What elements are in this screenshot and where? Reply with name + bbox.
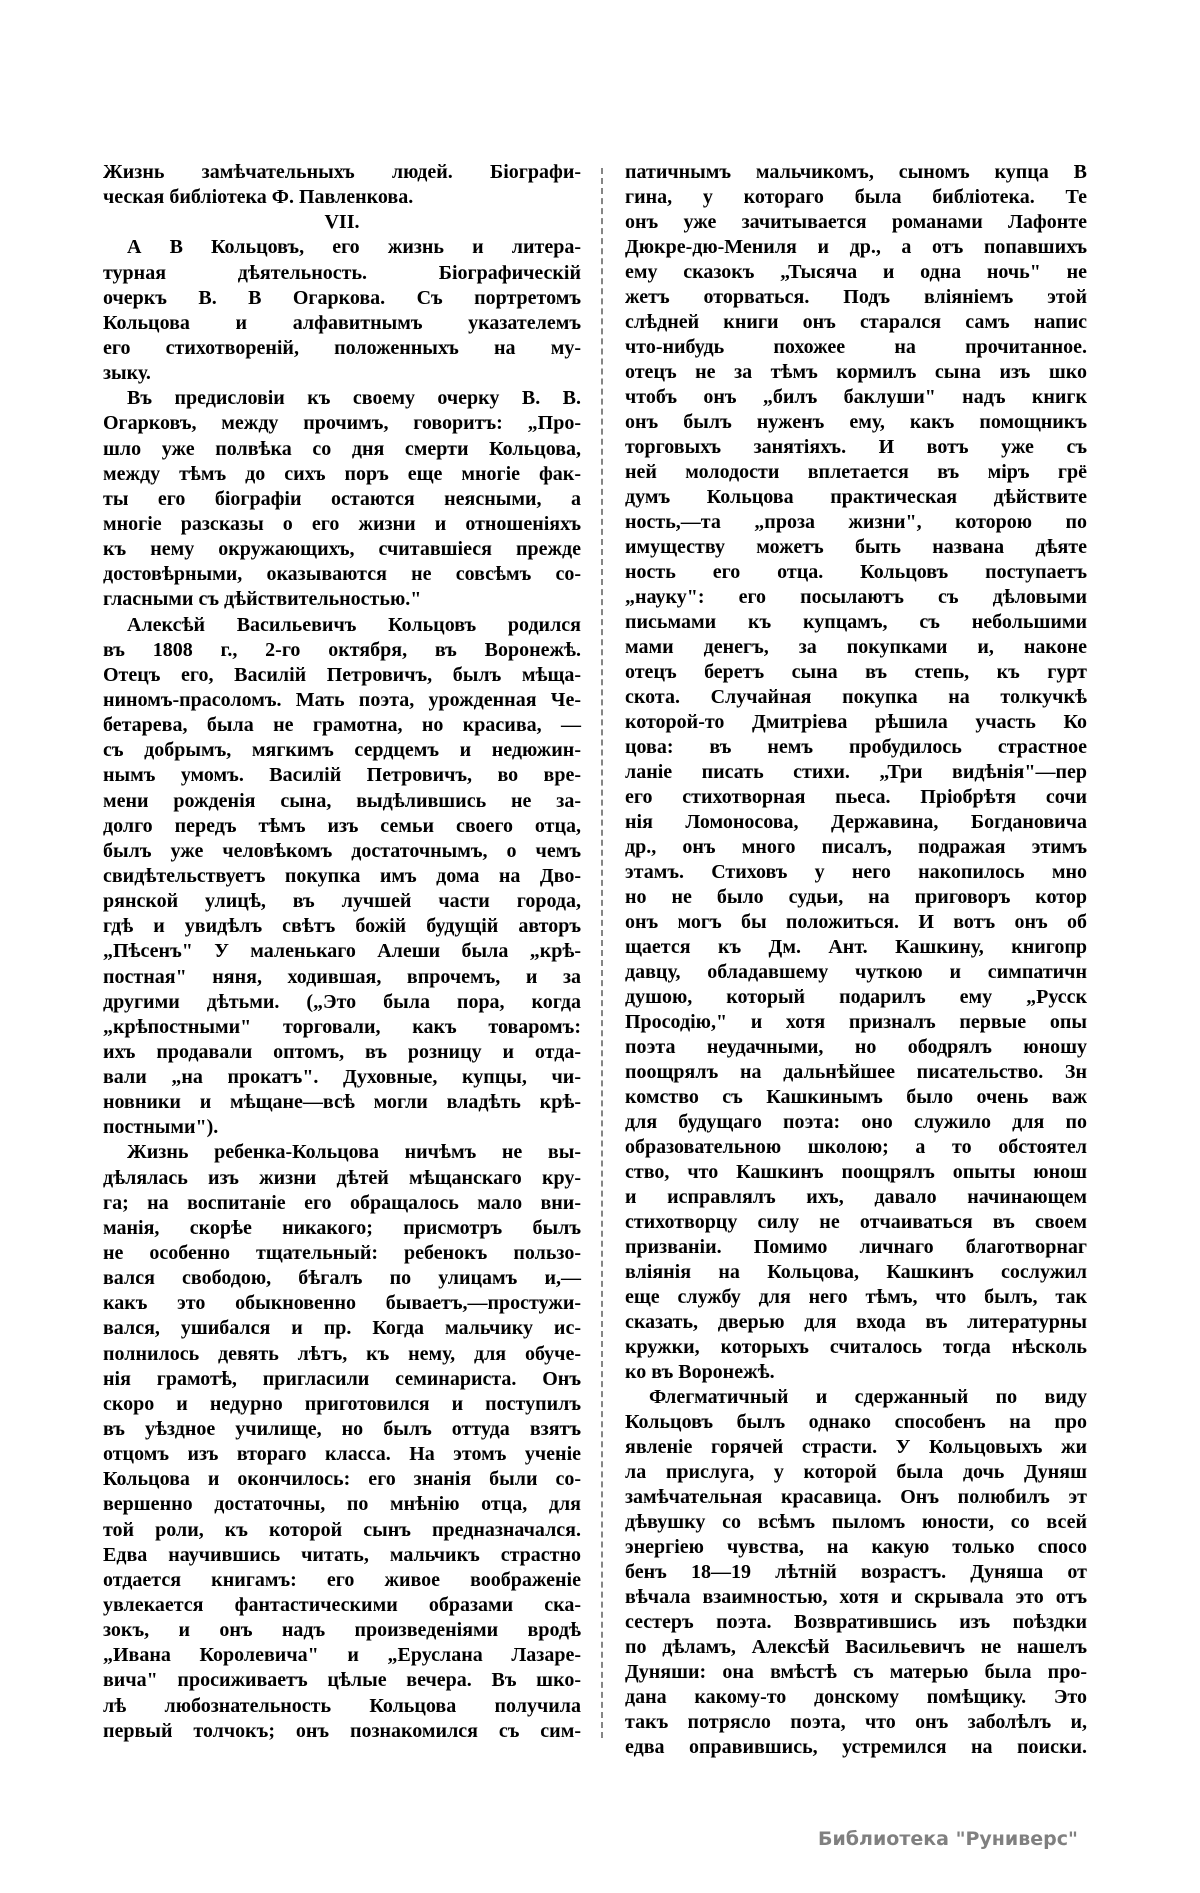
text-line — [625, 1285, 1087, 1310]
text-line — [625, 1060, 1087, 1085]
text-line — [625, 1635, 1087, 1660]
text-line-content: лѣ любознательность Кольцова получила — [103, 1694, 581, 1717]
column-divider — [601, 168, 603, 1738]
text-line — [103, 1543, 581, 1568]
text-line-content: ихъ продавали оптомъ, въ розницу и отда- — [103, 1040, 581, 1063]
text-line — [103, 562, 581, 587]
text-line-content: щается къ Дм. Ант. Кашкину, книгопр — [625, 936, 1087, 958]
text-line-content: съ добрымъ, мягкимъ сердцемъ и недюжин- — [103, 739, 581, 762]
text-line-content: кружки, которыхъ считалось тогда нѣсколь — [625, 1336, 1087, 1358]
text-line-content: вліянія на Кольцова, Кашкинъ сослужил — [625, 1261, 1087, 1283]
text-line — [625, 1710, 1087, 1735]
text-line — [625, 360, 1087, 385]
text-line-content: отцомъ изъ втораго класса. На этомъ ученіе — [103, 1443, 581, 1466]
text-line — [103, 386, 581, 411]
text-line-content: той роли, къ которой сынъ предназначался. — [103, 1518, 581, 1541]
text-line-content: вали „на прокатъ". Духовные, купцы, чи- — [103, 1066, 581, 1089]
text-line — [103, 1241, 581, 1266]
text-line — [103, 235, 581, 260]
text-line — [625, 535, 1087, 560]
text-line — [103, 1291, 581, 1316]
text-line — [625, 310, 1087, 335]
text-line-content: стихотворцу силу не отчаиваться въ своем — [625, 1211, 1087, 1233]
text-line — [103, 990, 581, 1015]
text-line — [103, 261, 581, 286]
text-line — [625, 760, 1087, 785]
text-line-content: въ 1808 г., 2-го октября, въ Воронежѣ. — [103, 638, 581, 661]
text-line — [625, 1135, 1087, 1160]
text-line — [103, 537, 581, 562]
text-line — [625, 1735, 1087, 1760]
text-line-content: зыку. — [103, 362, 151, 385]
text-line — [625, 1085, 1087, 1110]
text-line-content: очеркъ В. В Огаркова. Съ портретомъ — [103, 286, 581, 309]
text-line — [103, 1367, 581, 1392]
text-line — [625, 335, 1087, 360]
text-line — [625, 635, 1087, 660]
text-line — [103, 839, 581, 864]
text-line-content: которой-то Дмитріева рѣшила участь Ко — [625, 711, 1087, 733]
text-line-content: увлекается фантастическими образами ска- — [103, 1594, 581, 1617]
text-line-content: VII. — [324, 211, 360, 234]
text-line — [625, 1410, 1087, 1435]
text-line — [625, 260, 1087, 285]
text-line-content: Дюкре-дю-Мениля и др., а отъ попавшихъ — [625, 236, 1087, 258]
text-line-content: Алексѣй Васильевичъ Кольцовъ родился — [127, 613, 581, 636]
text-line-content: не особенно тщательный: ребенокъ пользо- — [103, 1242, 581, 1265]
text-line — [625, 1035, 1087, 1060]
text-line — [103, 1417, 581, 1442]
text-line-content: явленіе горячей страсти. У Кольцовыхъ жи — [625, 1436, 1087, 1458]
text-line — [103, 587, 581, 612]
text-line-content: „науку": его посылаютъ съ дѣловыми — [625, 586, 1087, 608]
text-line — [103, 160, 581, 185]
text-line — [103, 1568, 581, 1593]
text-line-content: ему сказокъ „Тысяча и одна ночь" не — [625, 261, 1087, 283]
text-line-content: рянской улицѣ, въ лучшей части города, — [103, 890, 581, 913]
text-line — [103, 462, 581, 487]
text-line-content: Кольцова и окончилось: его знанія были со- — [103, 1468, 581, 1491]
text-line — [625, 860, 1087, 885]
text-line — [103, 1492, 581, 1517]
text-line — [625, 1535, 1087, 1560]
text-line-content: Дуняши: она вмѣстѣ съ матерью была про- — [625, 1661, 1087, 1683]
text-line-content: комство съ Кашкинымъ было очень важ — [625, 1086, 1087, 1108]
text-line — [625, 785, 1087, 810]
text-line-content: такъ потрясло поэта, что онъ заболѣлъ и, — [625, 1711, 1087, 1733]
text-line-content: ность его отца. Кольцовъ поступаетъ — [625, 561, 1087, 583]
text-line-content: нія Ломоносова, Державина, Богдановича — [625, 811, 1087, 833]
text-line — [625, 285, 1087, 310]
text-line-content: постными"). — [103, 1116, 219, 1139]
text-line — [103, 939, 581, 964]
text-line-content: отдается книгамъ: его живое воображеніе — [103, 1568, 581, 1591]
text-line-content: сестеръ поэта. Возвратившись изъ поѣздки — [625, 1611, 1087, 1633]
text-line — [625, 685, 1087, 710]
text-line — [103, 1140, 581, 1165]
text-line — [103, 311, 581, 336]
text-line-content: ты его біографіи остаются неясными, а — [103, 487, 581, 510]
text-line-content: былъ уже человѣкомъ достаточнымъ, о чемъ — [103, 839, 581, 862]
text-line-content: Въ предисловіи къ своему очерку В. В. — [127, 387, 581, 410]
text-line-content: многіе разсказы о его жизни и отношеніяхъ — [103, 512, 581, 535]
text-line-content: га; на воспитаніе его обращалось мало вни- — [103, 1191, 581, 1214]
text-line-content: гина, у котораго была библіотека. Те — [625, 186, 1087, 208]
text-line-content: бетарева, была не грамотна, но красива, — — [103, 714, 581, 737]
text-line — [625, 810, 1087, 835]
text-line-content: ней молодости вплетается въ міръ грё — [625, 461, 1087, 483]
text-line-content: его стихотворная пьеса. Пріобрѣтя сочи — [625, 786, 1087, 808]
text-line — [625, 735, 1087, 760]
text-line-content: мени рожденія сына, выдѣлившись не за- — [103, 789, 581, 812]
text-line-content: чтобъ онъ „билъ баклуши" надъ книгк — [625, 386, 1087, 408]
text-line-content: Кольцова и алфавитнымъ указателемъ — [103, 311, 581, 334]
text-line-content: скоро и недурно приготовился и поступилъ — [103, 1392, 581, 1415]
text-line — [103, 1719, 581, 1744]
text-line — [625, 885, 1087, 910]
text-line — [103, 663, 581, 688]
text-line-content: думъ Кольцова практическая дѣйствите — [625, 486, 1087, 508]
text-line — [103, 1618, 581, 1643]
text-line-content: другими дѣтьми. („Это была пора, когда — [103, 990, 581, 1013]
text-line — [103, 210, 581, 235]
text-line — [103, 914, 581, 939]
text-line-content: душою, который подарилъ ему „Русск — [625, 986, 1087, 1008]
text-line-content: цова: въ немъ пробудилось страстное — [625, 736, 1087, 758]
text-line — [625, 435, 1087, 460]
text-line-content: ла прислуга, у которой была дочь Дуняш — [625, 1461, 1087, 1483]
text-line — [103, 638, 581, 663]
text-line-content: Жизнь ребенка-Кольцова ничѣмъ не вы- — [127, 1141, 581, 1164]
text-line — [625, 410, 1087, 435]
text-line-content: „Пѣсенъ" У маленькаго Алеши была „крѣ- — [103, 940, 581, 963]
text-line-content: мами денегъ, за покупками и, наконе — [625, 636, 1087, 658]
text-line-content: бенъ 18—19 лѣтній возрастъ. Дуняша от — [625, 1561, 1087, 1583]
text-line-content: достовѣрными, оказываются не совсѣмъ со- — [103, 563, 581, 586]
text-line-content: скота. Случайная покупка на толкучкѣ — [625, 686, 1087, 708]
text-line-content: давцу, обладавшему чуткою и симпатичн — [625, 961, 1087, 983]
text-line — [103, 814, 581, 839]
text-line — [103, 1518, 581, 1543]
text-line — [625, 835, 1087, 860]
text-line-content: ко въ Воронежѣ. — [625, 1361, 775, 1383]
text-line-content: слѣдней книги онъ старался самъ напис — [625, 311, 1087, 333]
text-line-content: Просодію," и хотя призналъ первые опы — [625, 1011, 1087, 1033]
text-line-content: какъ это обыкновенно бываетъ,—простужи- — [103, 1292, 581, 1315]
text-line-content: его стихотвореній, положенныхъ на му- — [103, 336, 581, 359]
text-line-content: ство, что Кашкинъ поощрялъ опыты юнош — [625, 1161, 1087, 1183]
text-line-content: турная дѣятельность. Біографическій — [103, 261, 581, 284]
text-line-content: нымъ умомъ. Василій Петровичъ, во вре- — [103, 764, 581, 787]
text-line-content: едва оправившись, устремился на поиски. — [625, 1736, 1087, 1758]
text-line-content: дана какому-то донскому помѣщику. Это — [625, 1686, 1087, 1708]
text-line-content: первый толчокъ; онъ познакомился съ сим- — [103, 1719, 581, 1742]
text-line — [625, 1110, 1087, 1135]
text-line-content: для будущаго поэта: оно служило для по — [625, 1111, 1087, 1133]
text-line-content: этамъ. Стиховъ у него накопилось мно — [625, 861, 1087, 883]
text-line — [625, 1235, 1087, 1260]
text-line — [103, 336, 581, 361]
text-line — [103, 1015, 581, 1040]
text-line-content: энергіею чувства, на какую только спосо — [625, 1536, 1087, 1558]
text-line — [103, 437, 581, 462]
text-line-content: зокъ, и онъ надъ произведеніями вродѣ — [103, 1619, 581, 1642]
text-line-content: онъ уже зачитывается романами Лафонте — [625, 211, 1087, 233]
text-line — [625, 660, 1087, 685]
text-line — [103, 864, 581, 889]
text-line — [625, 610, 1087, 635]
text-line — [103, 286, 581, 311]
left-text-column — [103, 160, 581, 1744]
text-line — [625, 1210, 1087, 1235]
text-line — [625, 585, 1087, 610]
text-line — [625, 935, 1087, 960]
text-line — [103, 613, 581, 638]
text-line — [103, 185, 581, 210]
text-line — [625, 185, 1087, 210]
text-line-content: ланіе писать стихи. „Три видѣнія"—пер — [625, 761, 1087, 783]
text-line — [625, 1585, 1087, 1610]
text-line-content: Флегматичный и сдержанный по виду — [649, 1386, 1087, 1408]
text-line — [625, 1335, 1087, 1360]
text-line — [625, 985, 1087, 1010]
text-line — [103, 789, 581, 814]
text-line — [103, 1191, 581, 1216]
text-line — [103, 512, 581, 537]
text-line-content: вѣчала взаимностью, хотя и скрывала это отъ — [625, 1586, 1087, 1608]
text-line — [103, 1392, 581, 1417]
text-line — [625, 1460, 1087, 1485]
text-line-content: въ уѣздное училище, но былъ оттуда взятъ — [103, 1418, 581, 1441]
text-line — [625, 710, 1087, 735]
text-line-content: новники и мѣщане—всѣ могли владѣть крѣ- — [103, 1091, 581, 1114]
text-line-content: „Ивана Королевича" и „Еруслана Лазаре- — [103, 1644, 581, 1667]
text-line — [625, 1485, 1087, 1510]
text-line-content: имуществу можетъ быть названа дѣяте — [625, 536, 1087, 558]
text-line-content: между тѣмъ до сихъ поръ еще многіе фак- — [103, 462, 581, 485]
text-line — [103, 1115, 581, 1140]
text-line — [103, 1040, 581, 1065]
text-line-content: вался свободою, бѣгалъ по улицамъ и,— — [103, 1267, 581, 1290]
text-line — [103, 1442, 581, 1467]
text-line-content: онъ былъ нуженъ ему, какъ помощникъ — [625, 411, 1087, 433]
text-line-content: Едва научившись читать, мальчикъ страстно — [103, 1543, 581, 1566]
text-line-content: А В Кольцовъ, его жизнь и литера- — [127, 236, 581, 259]
text-line — [625, 1510, 1087, 1535]
text-line-content: постная" няня, ходившая, впрочемъ, и за — [103, 965, 581, 988]
text-line-content: дѣлялась изъ жизни дѣтей мѣщанскаго кру- — [103, 1166, 581, 1189]
text-line-content: „крѣпостными" торговали, какъ товаромъ: — [103, 1015, 581, 1038]
text-line-content: др., онъ много писалъ, подражая этимъ — [625, 836, 1087, 858]
text-line-content: по дѣламъ, Алексѣй Васильевичъ не нашелъ — [625, 1636, 1087, 1658]
text-line — [625, 460, 1087, 485]
text-line — [103, 738, 581, 763]
text-line — [625, 510, 1087, 535]
text-line-content: ность,—та „проза жизни", которою по — [625, 511, 1087, 533]
text-line-content: нія грамотѣ, пригласили семинариста. Онъ — [103, 1367, 581, 1390]
text-line-content: дѣвушку со всѣмъ пыломъ юности, со всей — [625, 1511, 1087, 1533]
text-line-content: шло уже полвѣка со дня смерти Кольцова, — [103, 437, 581, 460]
text-line — [103, 1643, 581, 1668]
text-line-content: свидѣтельствуетъ покупка имъ дома на Дво- — [103, 864, 581, 887]
text-line-content: образовательною школою; а то обстоятел — [625, 1136, 1087, 1158]
text-line — [625, 235, 1087, 260]
text-line — [103, 1065, 581, 1090]
text-line-content: Огарковъ, между прочимъ, говоритъ: „Про- — [103, 412, 581, 435]
text-line — [625, 1260, 1087, 1285]
text-line-content: но не было судьи, на приговоръ котор — [625, 886, 1087, 908]
text-line-content: Жизнь замѣчательныхъ людей. Біографи- — [103, 161, 581, 183]
right-text-column — [625, 160, 1087, 1758]
text-line — [625, 1560, 1087, 1585]
text-line-content: торговыхъ занятіяхъ. И вотъ уже съ — [625, 436, 1087, 458]
text-line — [103, 889, 581, 914]
text-line-content: полнилось девять лѣтъ, къ нему, для обуче- — [103, 1342, 581, 1365]
text-line — [103, 1694, 581, 1719]
text-line — [625, 160, 1087, 185]
text-line-content: поощрялъ на дальнѣйшее писательство. Зн — [625, 1061, 1087, 1083]
text-line — [625, 1610, 1087, 1635]
text-line-content: призваніи. Помимо личнаго благотворнаг — [625, 1236, 1087, 1258]
text-line-content: отецъ не за тѣмъ кормилъ сына изъ шко — [625, 361, 1087, 383]
text-line — [625, 560, 1087, 585]
text-line — [625, 1010, 1087, 1035]
text-line-content: замѣчательная красавица. Онъ полюбилъ эт — [625, 1486, 1087, 1508]
text-line — [625, 1435, 1087, 1460]
text-line — [103, 411, 581, 436]
text-line-content: Кольцовъ былъ однако способенъ на про — [625, 1411, 1087, 1433]
text-line — [103, 1668, 581, 1693]
text-line-content: онъ могъ бы положиться. И вотъ онъ об — [625, 911, 1087, 933]
library-watermark: Библиотека "Руниверс" — [818, 1828, 1078, 1850]
text-line — [103, 1266, 581, 1291]
text-line — [625, 1360, 1087, 1385]
text-line-content: и исправлялъ ихъ, давало начинающем — [625, 1186, 1087, 1208]
text-line — [103, 1593, 581, 1618]
text-line-content: письмами къ купцамъ, съ небольшими — [625, 611, 1087, 633]
text-line-content: къ нему окружающихъ, считавшіеся прежде — [103, 538, 581, 561]
text-line — [625, 485, 1087, 510]
text-line — [103, 1216, 581, 1241]
text-line-content: гдѣ и увидѣлъ свѣтъ божій будущій авторъ — [103, 915, 581, 938]
text-line-content: вался, ушибался и пр. Когда мальчику ис- — [103, 1317, 581, 1340]
text-line — [625, 910, 1087, 935]
text-line — [103, 487, 581, 512]
text-line — [625, 1660, 1087, 1685]
text-line-content: Отецъ его, Василій Петровичъ, былъ мѣща- — [103, 663, 581, 686]
text-line-content: жетъ оторваться. Подъ вліяніемъ этой — [625, 286, 1087, 308]
text-line — [625, 210, 1087, 235]
text-line — [625, 1685, 1087, 1710]
text-line — [625, 1185, 1087, 1210]
text-line-content: гласными съ дѣйствительностью." — [103, 588, 422, 611]
text-line-content: поэта неудачными, но ободрялъ юношу — [625, 1036, 1087, 1058]
text-line — [103, 763, 581, 788]
text-line — [103, 1166, 581, 1191]
text-line-content: сказать, дверью для входа въ литературны — [625, 1311, 1087, 1333]
text-line-content: ческая библіотека Ф. Павленкова. — [103, 186, 414, 209]
text-line-content: вича" просиживаетъ цѣлые вечера. Въ шко- — [103, 1669, 581, 1692]
text-line-content: еще службу для него тѣмъ, что былъ, так — [625, 1286, 1087, 1308]
text-line — [103, 965, 581, 990]
text-line-content: долго передъ тѣмъ изъ семьи своего отца, — [103, 814, 581, 837]
text-line — [103, 1467, 581, 1492]
text-line — [103, 713, 581, 738]
text-line — [103, 688, 581, 713]
text-line — [625, 1385, 1087, 1410]
text-line-content: манія, скорѣе никакого; присмотръ былъ — [103, 1216, 581, 1239]
text-line — [625, 1160, 1087, 1185]
text-line — [625, 385, 1087, 410]
text-line — [625, 1310, 1087, 1335]
text-line-content: отецъ беретъ сына въ степь, къ гурт — [625, 661, 1087, 683]
text-line — [103, 361, 581, 386]
text-line-content: ниномъ-прасоломъ. Мать поэта, урожденная Че- — [103, 688, 581, 711]
text-line-content: вершенно достаточны, по мнѣнію отца, для — [103, 1493, 581, 1516]
text-line — [625, 960, 1087, 985]
text-line-content: что-нибудь похожее на прочитанное. — [625, 336, 1087, 358]
text-line-content: патичнымъ мальчикомъ, сыномъ купца В — [625, 161, 1087, 183]
text-line — [103, 1316, 581, 1341]
text-line — [103, 1342, 581, 1367]
text-line — [103, 1090, 581, 1115]
